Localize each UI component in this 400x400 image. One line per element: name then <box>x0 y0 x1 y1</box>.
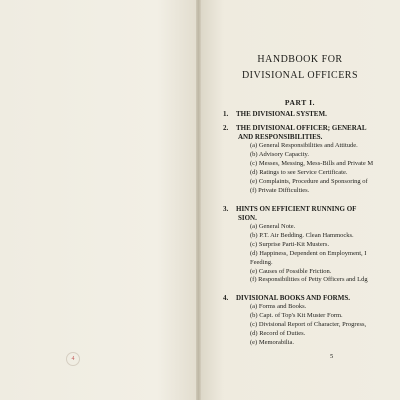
section-item: (e) Memorabilia. <box>250 338 295 346</box>
contents-section <box>223 205 400 285</box>
section-item: (d) Happiness, Dependent on Employment, I <box>250 249 367 257</box>
section-item: (a) General Responsibilities and Attitude. <box>250 142 358 149</box>
contents-section <box>223 124 400 195</box>
part-title: PART I. <box>284 98 316 107</box>
section-heading: HINTS ON EFFICIENT RUNNING OF <box>236 205 357 213</box>
section-item: (d) Record of Duties. <box>250 329 306 337</box>
section-item: (b) Capt. of Top's Kit Muster Form. <box>250 311 343 319</box>
section-number: 4. <box>223 294 229 302</box>
handbook-title-line1: HANDBOOK FOR <box>257 54 343 65</box>
section-item: (c) Messes, Messing, Mess-Bills and Private M <box>250 159 374 167</box>
section-item: (c) Divisional Report of Character, Progress, <box>250 320 367 328</box>
section-heading: DIVISIONAL BOOKS AND FORMS. <box>236 294 350 302</box>
section-item: (a) Forms and Books. <box>250 303 307 310</box>
page-number: 5 <box>330 353 334 360</box>
section-heading: THE DIVISIONAL OFFICER; GENERAL <box>236 124 367 132</box>
handbook-title-line2: DIVISIONAL OFFICERS <box>241 70 359 81</box>
section-heading: THE DIVISIONAL SYSTEM. <box>236 110 327 118</box>
section-item: (b) P.T. Air Bedding. Clean Hammocks. <box>250 231 354 239</box>
section-item: (a) General Note. <box>250 223 296 230</box>
section-item: (f) Private Difficulties. <box>250 186 310 194</box>
section-item: (f) Responsibilities of Petty Officers and Ldg <box>250 276 368 284</box>
section-number: 1. <box>223 110 229 118</box>
section-heading: AND RESPONSIBILITIES. <box>238 133 323 141</box>
section-item: Feeding. <box>250 258 273 266</box>
section-item: (d) Ratings to see Service Certificate. <box>250 168 348 176</box>
left-page <box>0 0 197 400</box>
section-item: (e) Complaints, Procedure and Sponsoring of <box>250 177 368 185</box>
contents-section <box>223 294 400 348</box>
section-number: 2. <box>223 124 229 132</box>
contents-section <box>223 110 400 119</box>
section-item: (e) Causes of Possible Friction. <box>250 267 332 275</box>
section-heading: SION. <box>238 214 257 222</box>
section-item: (b) Advisory Capacity. <box>250 150 309 158</box>
section-number: 3. <box>223 205 229 213</box>
section-item: (c) Surprise Parti-Kit Musters. <box>250 240 330 248</box>
page-stamp-mark: 4 <box>66 352 80 366</box>
